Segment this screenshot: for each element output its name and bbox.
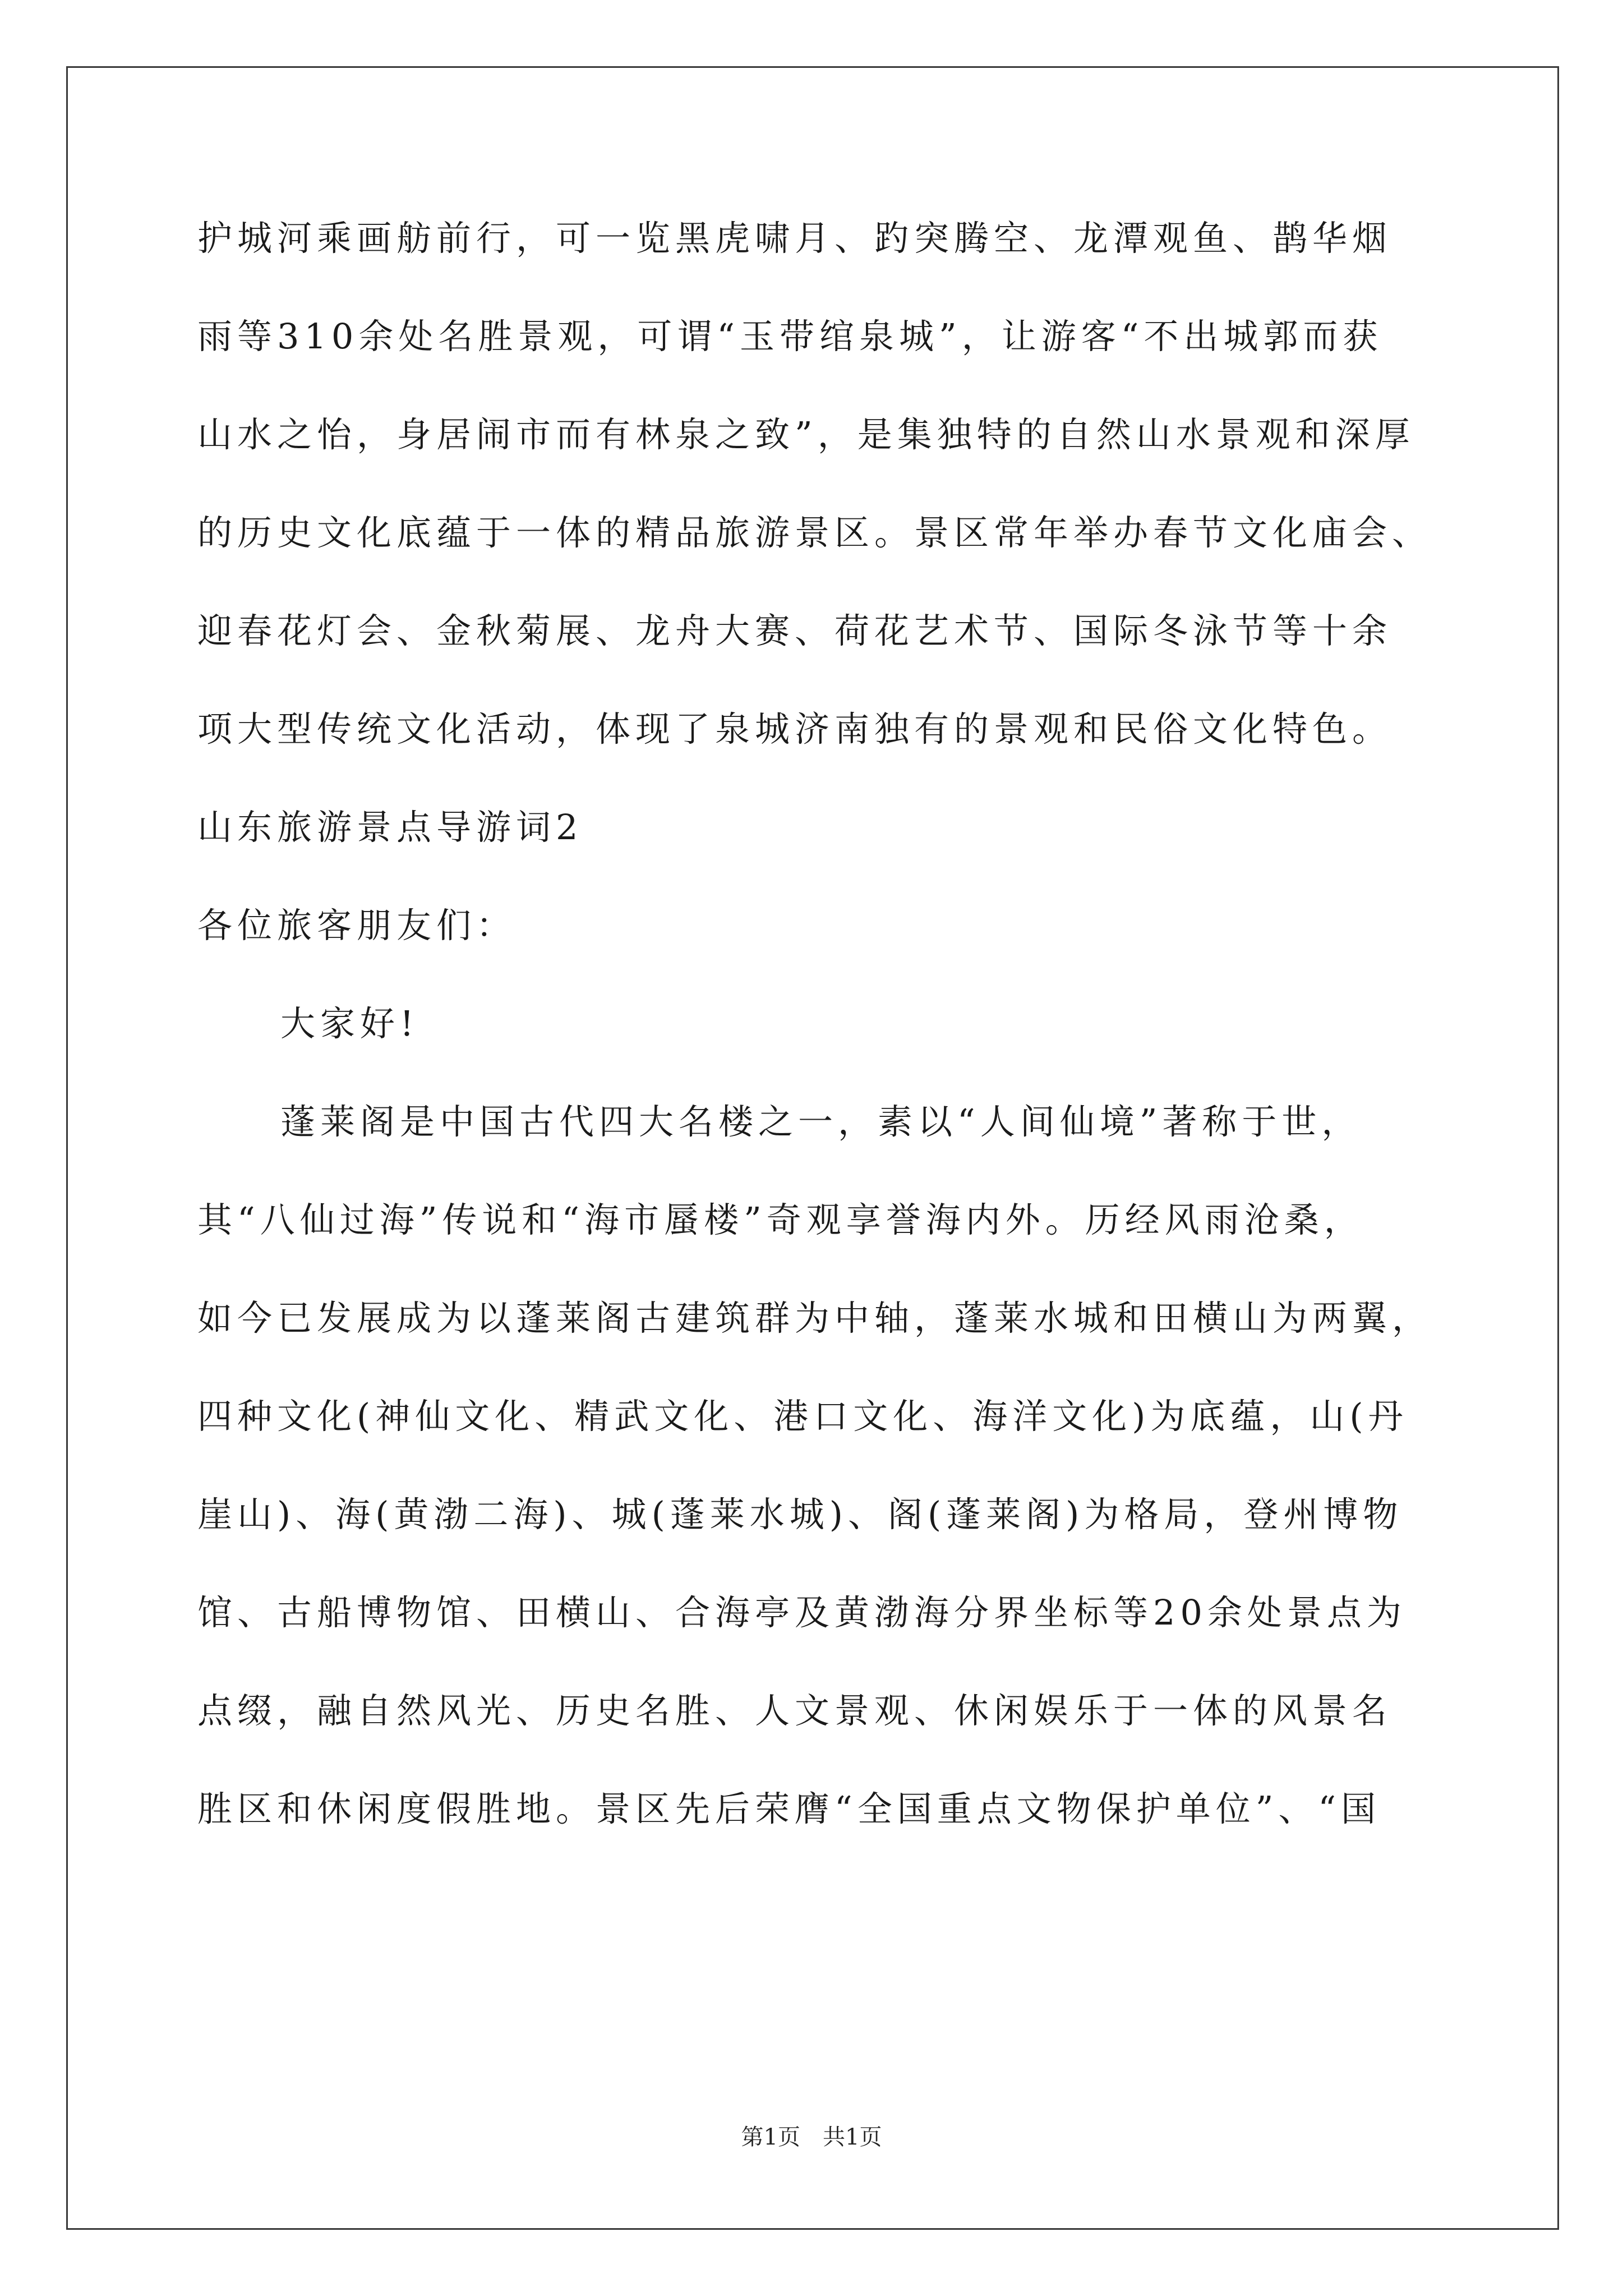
text-line: 护城河乘画舫前行，可一览黑虎啸月、趵突腾空、龙潭观鱼、鹊华烟 — [197, 218, 1393, 259]
text-line: 崖山)、海(黄渤二海)、城(蓬莱水城)、阁(蓬莱阁)为格局，登州博物 — [197, 1494, 1403, 1535]
text-line: 如今已发展成为以蓬莱阁古建筑群为中轴，蓬莱水城和田横山为两翼， — [197, 1297, 1432, 1338]
text-line: 的历史文化底蕴于一体的精品旅游景区。景区常年举办春节文化庙会、 — [197, 512, 1432, 553]
text-line: 迎春花灯会、金秋菊展、龙舟大赛、荷花艺术节、国际冬泳节等十余 — [197, 610, 1393, 651]
section-heading: 山东旅游景点导游词2 — [197, 807, 583, 848]
text-line: 山水之怡，身居闹市而有林泉之致”，是集独特的自然山水景观和深厚 — [197, 414, 1415, 455]
text-line: 点缀，融自然风光、历史名胜、人文景观、休闲娱乐于一体的风景名 — [197, 1690, 1393, 1731]
text-line: 胜区和休闲度假胜地。景区先后荣膺“全国重点文物保护单位”、“国 — [197, 1788, 1381, 1829]
text-line: 馆、古船博物馆、田横山、合海亭及黄渤海分界坐标等20余处景点为 — [197, 1592, 1407, 1633]
greeting: 大家好! — [280, 1003, 419, 1044]
text-line: 其“八仙过海”传说和“海市蜃楼”奇观享誉海内外。历经风雨沧桑， — [197, 1199, 1364, 1240]
page-border — [66, 66, 1559, 2230]
text-line: 雨等310余处名胜景观，可谓“玉带绾泉城”，让游客“不出城郭而获 — [197, 316, 1383, 357]
text-line: 蓬莱阁是中国古代四大名楼之一，素以“人间仙境”著称于世， — [280, 1101, 1362, 1142]
text-line: 项大型传统文化活动，体现了泉城济南独有的景观和民俗文化特色。 — [197, 708, 1393, 749]
page-footer: 第1页 共1页 — [741, 2124, 882, 2150]
salutation: 各位旅客朋友们： — [197, 905, 517, 946]
text-line: 四种文化(神仙文化、精武文化、港口文化、海洋文化)为底蕴，山(丹 — [197, 1396, 1408, 1437]
